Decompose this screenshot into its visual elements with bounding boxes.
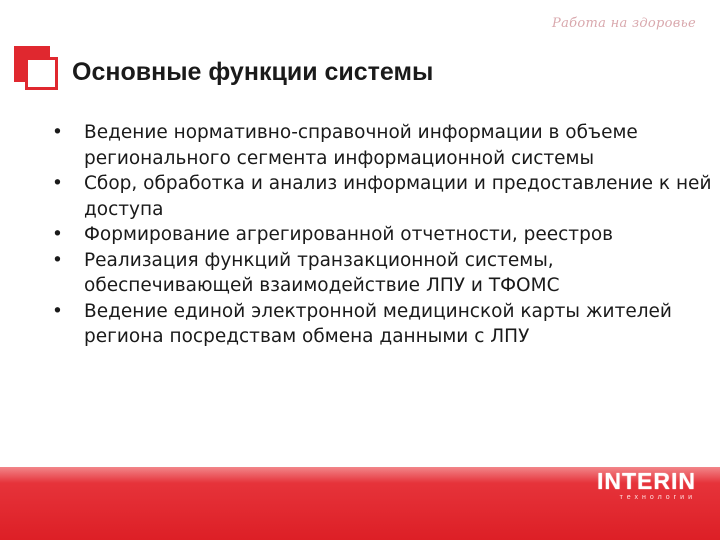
list-item xyxy=(52,222,712,248)
list-item-text: Ведение единой электронной медицинской карты жителей региона посредствам обмена данными с ЛПУ xyxy=(84,300,672,347)
bullet-icon: • xyxy=(52,300,63,322)
list-item-text: Формирование агрегированной отчетности, реестров xyxy=(84,224,614,245)
list-item xyxy=(52,171,712,222)
bullet-icon: • xyxy=(52,249,63,271)
list-item-text: Реализация функций транзакционной системы, обеспечивающей взаимодействие ЛПУ и ТФОМС xyxy=(84,249,560,296)
list-item xyxy=(52,120,712,171)
list-item-text: Ведение нормативно-справочной информации в объеме регионального сегмента информационной системы xyxy=(84,122,638,169)
bullet-list xyxy=(52,120,712,350)
page-title: Основные функции системы xyxy=(72,58,434,86)
bullet-icon: • xyxy=(52,122,63,143)
title-mark-icon xyxy=(14,46,64,96)
list-item xyxy=(52,299,712,350)
list-item-text: Сбор, обработка и анализ информации и предоставление к ней доступа xyxy=(84,173,712,220)
company-logo xyxy=(597,468,696,501)
title-mark-front-square xyxy=(25,57,58,90)
logo-subtext: технологии xyxy=(619,494,696,501)
logo-text: INTERIN xyxy=(597,468,696,494)
list-item xyxy=(52,248,712,299)
slogan: Работа на здоровье xyxy=(552,16,696,31)
bullet-icon: • xyxy=(52,173,63,194)
bullet-icon: • xyxy=(52,224,63,245)
